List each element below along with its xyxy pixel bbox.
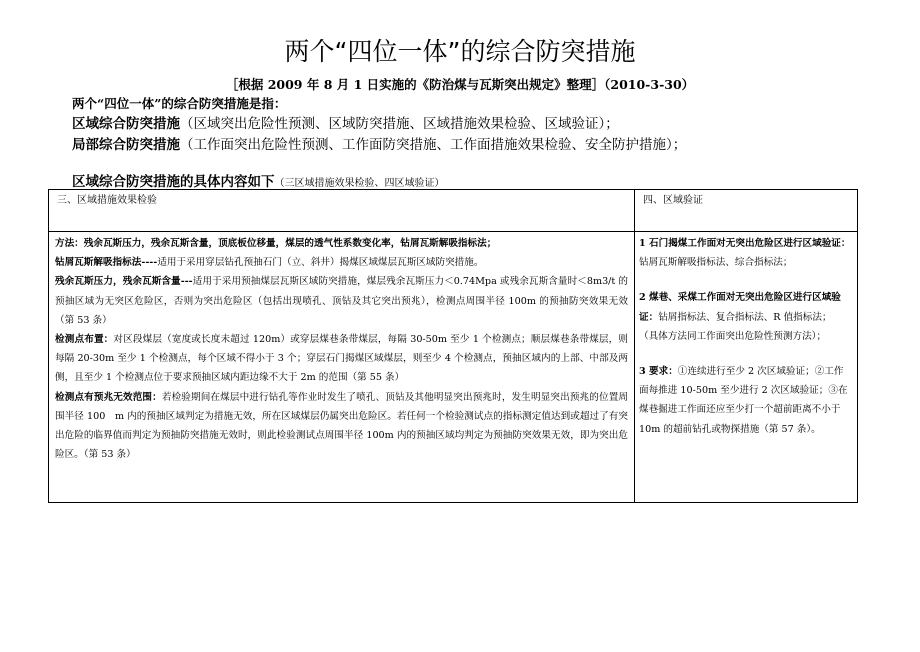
- verification-2-label: 2 煤巷、采煤工作面对无突出危险区进行区域验证：: [639, 292, 841, 323]
- regional-measures-detail: （区域突出危险性预测、区域防突措施、区域措施效果检验、区域验证）；: [180, 116, 619, 132]
- verification-1-label: 1 石门揭煤工作面对无突出危险区进行区域验证：: [639, 238, 851, 249]
- verification-3-label: 3 要求：: [639, 366, 678, 378]
- document-subtitle: ［根据 2009 年 8 月 1 日实施的《防治煤与瓦斯突出规定》整理］（2010-3-30）: [225, 77, 695, 92]
- desorption-paragraph: [55, 253, 628, 272]
- points-text: 对区段煤层（宽度或长度未超过 120m）或穿层煤巷条带煤层，每隔 30-50m 至少 1 个检测点；顺层煤巷条带煤层，则每隔 20-30m 至少 1 个检测点，每个区域不得小于 3 个；穿层石门揭煤区域煤层，则至少 4 个检测点，预抽区域内的上部、中部及两侧，且至少 1 个检测点位于要求预抽区域内距边缘不大于 2m 的范围（第 55 条）: [55, 334, 629, 384]
- spacer: [639, 346, 851, 362]
- verification-1-text: 钻屑瓦斯解吸指标法、综合指标法；: [639, 257, 793, 269]
- verification-item-1: [639, 234, 851, 272]
- right-column-header: 四、区域验证: [635, 190, 858, 232]
- section-heading-note: （三区域措施效果检验、四区域验证）: [274, 178, 445, 189]
- methods-text: 方法：残余瓦斯压力，残余瓦斯含量，顶底板位移量，煤层的透气性系数变化率，钻屑瓦斯解吸指标法；: [55, 238, 497, 249]
- local-measures-label: 局部综合防突措施: [72, 137, 180, 153]
- verification-2-text: 钻屑指标法、复合指标法、R 值指标法；: [658, 311, 832, 323]
- verification-2-note: （具体方法同工作面突出危险性预测方法）；: [639, 330, 827, 342]
- table-header-row: [49, 190, 858, 232]
- local-measures-line: [72, 136, 686, 154]
- invalid-label: 检测点有预兆无效范围：: [55, 391, 162, 403]
- effect-test-cell: [49, 232, 635, 503]
- document-title: 两个“四位一体”的综合防突措施: [284, 37, 636, 66]
- verification-item-3: [639, 362, 851, 439]
- verification-item-2: [639, 288, 851, 326]
- desorption-label: 钻屑瓦斯解吸指标法----: [55, 257, 158, 269]
- regional-measures-line: [72, 115, 619, 133]
- points-paragraph: [55, 330, 628, 388]
- spacer: [639, 272, 851, 288]
- table-body-row: [49, 232, 858, 503]
- intro-line: 两个“四位一体”的综合防突措施是指：: [72, 96, 287, 111]
- residual-paragraph: [55, 272, 628, 330]
- section-heading-label: 区域综合防突措施的具体内容如下: [72, 174, 275, 190]
- points-label: 检测点布置：: [55, 334, 114, 346]
- desorption-text: 适用于采用穿层钻孔预抽石门（立、斜井）揭煤区域煤层瓦斯区域防突措施。: [157, 257, 484, 269]
- local-measures-detail: （工作面突出危险性预测、工作面防突措施、工作面措施效果检验、安全防护措施）；: [180, 137, 687, 153]
- regional-verification-cell: [635, 232, 858, 503]
- regional-measures-label: 区域综合防突措施: [72, 116, 180, 132]
- residual-text: 适用于采用预抽煤层瓦斯区域防突措施，煤层残余瓦斯压力＜0.74Mpa 或残余瓦斯含量时＜8m3/t 的预抽区域为无突区危险区，否则为突出危险区（包括出现喷孔、顶钻及其它突出预兆），检测点周围半径 100m 的预抽防突效果无效（第 53 条）: [55, 276, 628, 326]
- left-column-header: 三、区域措施效果检验: [49, 190, 635, 232]
- measures-table: [48, 189, 858, 503]
- invalid-text: 若检验期间在煤层中进行钻孔等作业时发生了喷孔、顶钻及其他明显突出预兆时，发生明显突出预兆的位置周围半径 100 m 内的预抽区域判定为措施无效，所在区域煤层仍属突出危险区。若任何一个检验测试点的指标测定值达到或超过了有突出危险的临界值而判定为预抽防突措施无效时，则此检验测试点周围半径 100m 内的预抽区域均判定为预抽防突效果无效，即为突出危险区。（第 53 条）: [55, 391, 629, 461]
- invalid-paragraph: [55, 388, 628, 465]
- methods-paragraph: [55, 234, 628, 253]
- residual-label: 残余瓦斯压力，残余瓦斯含量---: [55, 276, 193, 288]
- verification-3-text: ①连续进行至少 2 次区域验证；②工作面每推进 10-50m 至少进行 2 次区域验证；③在煤巷掘进工作面还应至少打一个超前距离不小于 10m 的超前钻孔或物探措施（第 57 条）。: [639, 366, 848, 435]
